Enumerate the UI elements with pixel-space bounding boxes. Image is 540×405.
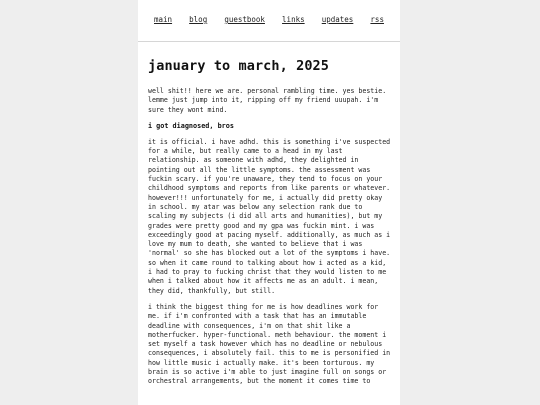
top-nav (138, 15, 400, 24)
post-title: january to march, 2025 (148, 58, 330, 74)
nav-link-blog[interactable]: blog (189, 15, 208, 24)
nav-link-rss[interactable]: rss (370, 15, 384, 24)
nav-link-main[interactable]: main (154, 15, 173, 24)
blog-post (148, 58, 393, 394)
nav-link-updates[interactable]: updates (321, 15, 354, 24)
nav-link-guestbook[interactable]: guestbook (224, 15, 265, 24)
nav-divider (138, 41, 400, 42)
nav-link-links[interactable]: links (282, 15, 305, 24)
page-column (138, 0, 400, 405)
section-heading: i got diagnosed, bros (148, 121, 234, 130)
post-paragraph: it is official. i have adhd. this is something i've suspected for a while, but really came to a head in my last relationship. as someone with adhd, they delighted in pointing out all the little symptoms. the assessment was fuckin scary. if you're unaware, they tend to focus on your childhood symptoms and reports from like parents or whatever. however!!! unfortunately for me, i actually did pretty okay in school. my atar was below any selection rank due to scaling my subjects (i did all arts and humanities), but my grades were pretty good and my gpa was fuckin mint. i was exceedingly good at pacing myself. additionally, as much as i love my mum to death, she wanted to believe that i was 'normal' so she has blocked out a lot of the symptoms i have. so when it came round to talking about how i acted as a kid, i had to pray to fucking christ that they would listen to me when i talked about how it affects me as an adult. i mean, they did, thankfully, but still. (148, 137, 391, 295)
post-paragraph: i think the biggest thing for me is how deadlines work for me. if i'm confronted with a task that has an immutable deadline with consequences, i'm on that shit like a motherfucker. hyper-functional. meth behaviour. the moment i set myself a task however which has no deadline or nebulous consequences, i absolutely fail. this to me is personified in how little music i actually make. it's been torturous. my brain is so active i'm able to just imagine full on songs or orchestral arrangements, but the moment it comes time to (148, 302, 391, 386)
post-intro: well shit!! here we are. personal rambling time. yes bestie. lemme just jump into it, ripping off my friend uuupah. i'm sure they wont mind. (148, 87, 387, 114)
